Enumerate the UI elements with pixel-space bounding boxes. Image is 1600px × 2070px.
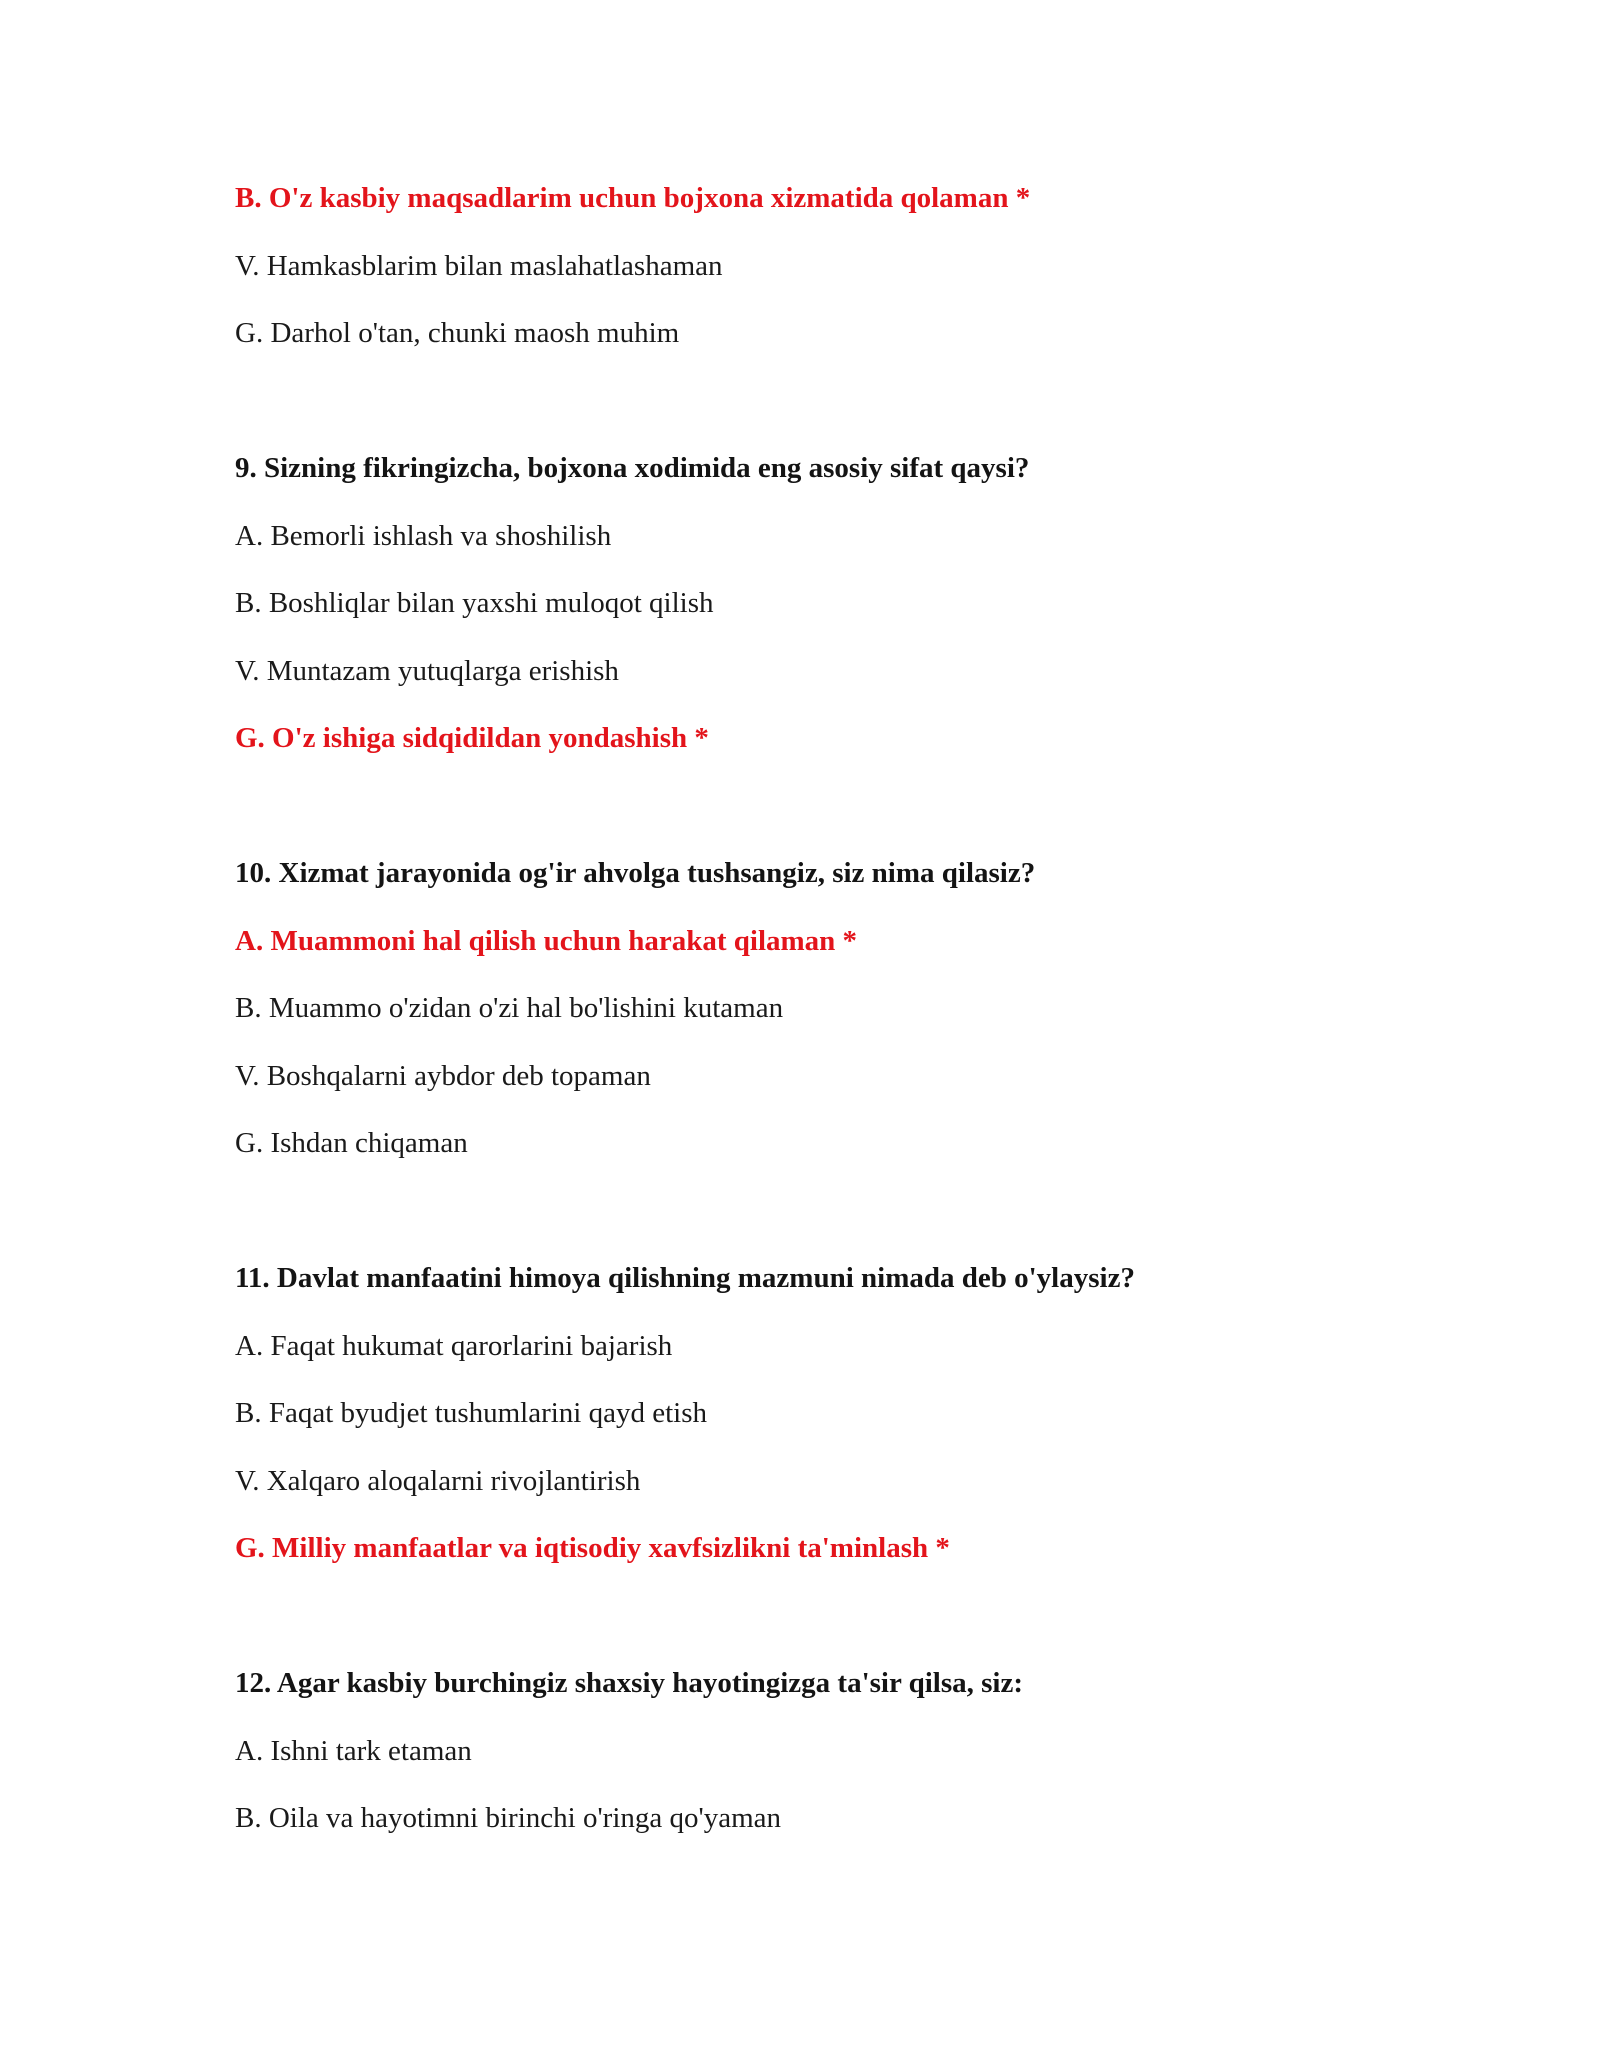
answer-option-correct: B. O'z kasbiy maqsadlarim uchun bojxona xizmatida qolaman * xyxy=(235,182,1031,214)
answer-option: B. Faqat byudjet tushumlarini qayd etish xyxy=(235,1397,708,1429)
answer-option: B. Muammo o'zidan o'zi hal bo'lishini kutaman xyxy=(235,992,784,1024)
answer-option: V. Hamkasblarim bilan maslahatlashaman xyxy=(235,249,723,282)
question-text: 9. Sizning fikringizcha, bojxona xodimida eng asosiy sifat qaysi? xyxy=(235,452,1030,484)
spacer xyxy=(235,383,1435,451)
spacer xyxy=(235,1193,1435,1261)
answer-option: G. Darhol o'tan, chunki maosh muhim xyxy=(235,317,680,349)
answer-option: A. Faqat hukumat qarorlarini bajarish xyxy=(235,1329,673,1362)
answer-option: V. Boshqalarni aybdor deb topaman xyxy=(235,1059,651,1092)
answer-option-correct: A. Muammoni hal qilish uchun harakat qilaman * xyxy=(235,924,858,957)
answer-option: A. Bemorli ishlash va shoshilish xyxy=(235,519,612,552)
question-block-11 xyxy=(235,1260,1435,1566)
answer-option: V. Xalqaro aloqalarni rivojlantirish xyxy=(235,1464,641,1497)
question-text: 11. Davlat manfaatini himoya qilishning mazmuni nimada deb o'ylaysiz? xyxy=(235,1262,1135,1294)
spacer xyxy=(235,1598,1435,1666)
answer-option: G. Ishdan chiqaman xyxy=(235,1127,468,1159)
question-block-10 xyxy=(235,855,1435,1161)
question-text: 12. Agar kasbiy burchingiz shaxsiy hayotingizga ta'sir qilsa, siz: xyxy=(235,1667,1023,1699)
answer-option: A. Ishni tark etaman xyxy=(235,1734,472,1767)
answer-option-correct: G. O'z ishiga sidqidildan yondashish * xyxy=(235,722,709,754)
answer-option: B. Boshliqlar bilan yaxshi muloqot qilish xyxy=(235,587,714,619)
question-text: 10. Xizmat jarayonida og'ir ahvolga tushsangiz, siz nima qilasiz? xyxy=(235,857,1036,889)
question-block-continuation xyxy=(235,180,1435,351)
question-block-9 xyxy=(235,450,1435,756)
spacer xyxy=(235,788,1435,856)
answer-option: V. Muntazam yutuqlarga erishish xyxy=(235,654,619,687)
question-block-12 xyxy=(235,1665,1435,1836)
document-page xyxy=(235,180,1435,1868)
answer-option-correct: G. Milliy manfaatlar va iqtisodiy xavfsizlikni ta'minlash * xyxy=(235,1532,950,1564)
answer-option: B. Oila va hayotimni birinchi o'ringa qo'yaman xyxy=(235,1802,782,1834)
